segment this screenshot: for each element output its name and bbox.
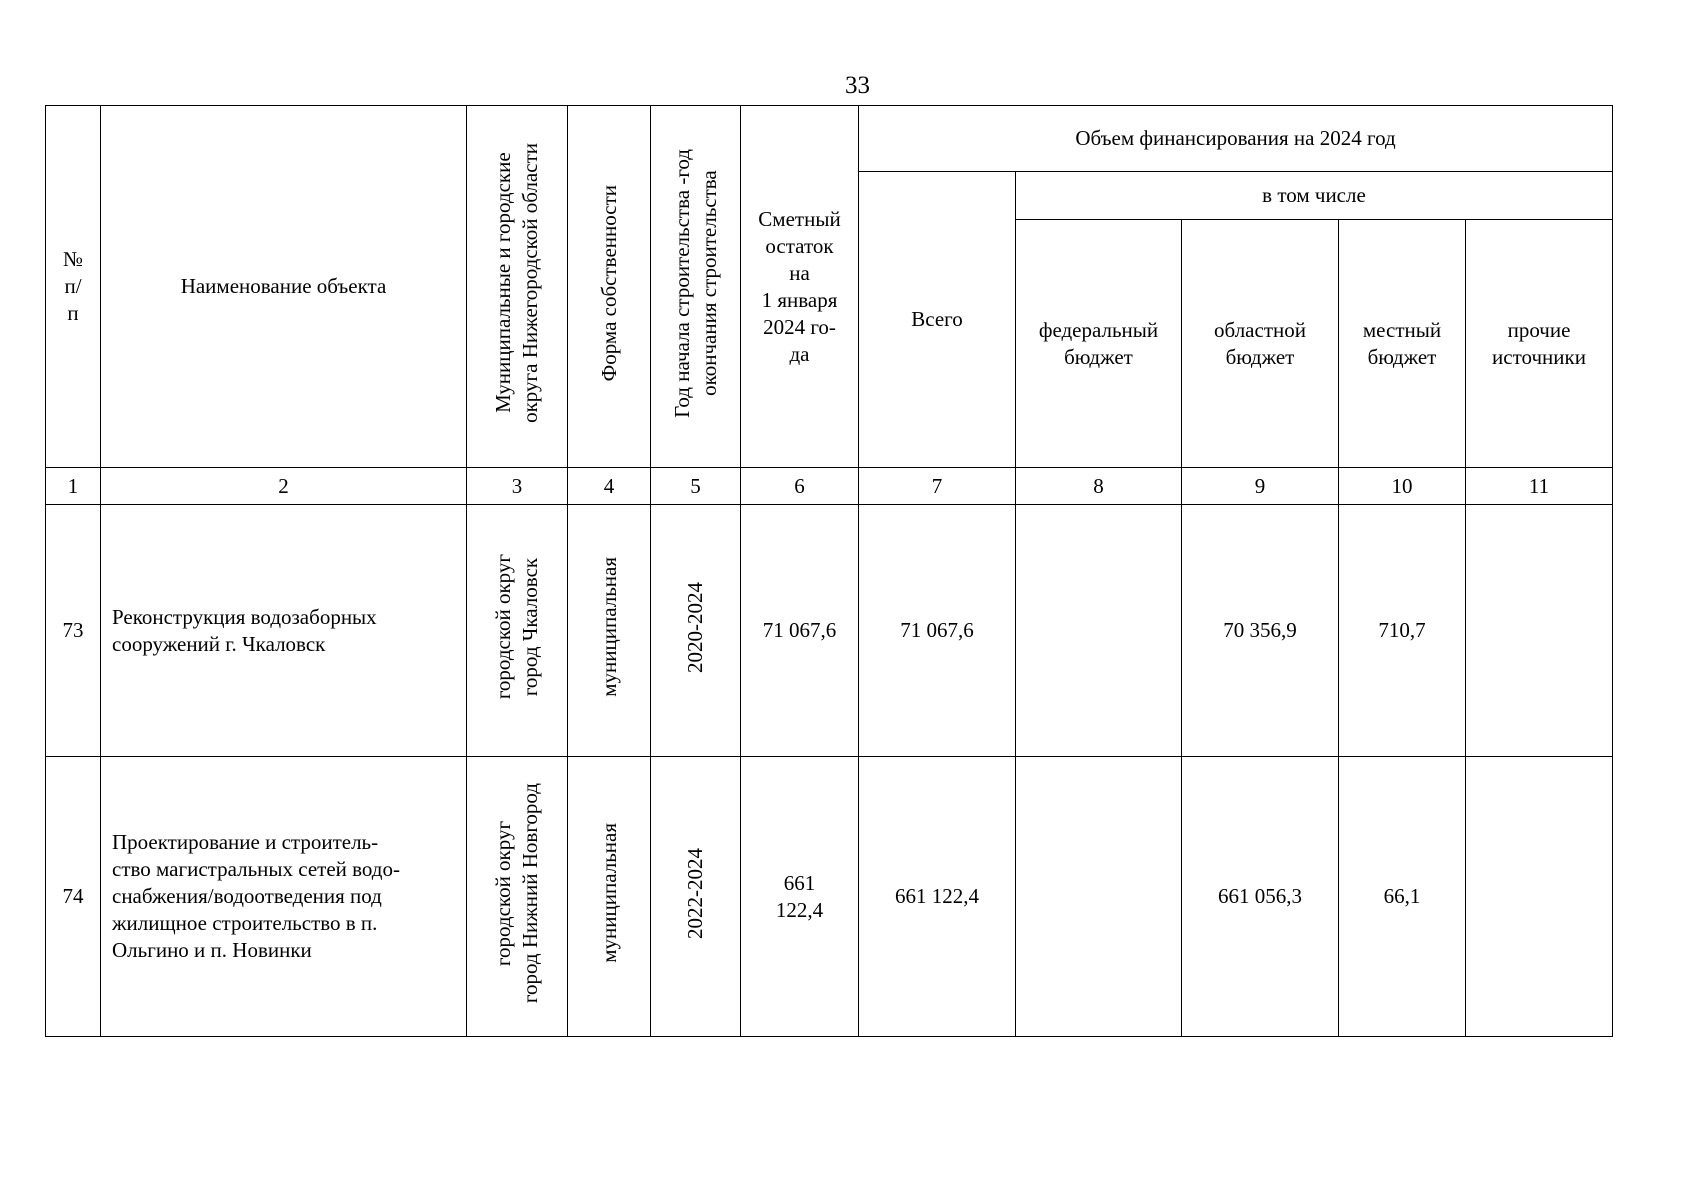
header-ownership: Форма собственности <box>568 106 651 468</box>
header-years: Год начала строительства -год окончания строительства <box>651 106 741 468</box>
header-financing: Объем финансирования на 2024 год <box>859 106 1613 172</box>
row-municipal: городской округ город Нижний Новгород <box>467 757 568 1037</box>
header-total: Всего <box>859 172 1016 468</box>
column-number: 9 <box>1182 468 1339 505</box>
row-total: 661 122,4 <box>859 757 1016 1037</box>
row-federal <box>1016 757 1182 1037</box>
header-including: в том числе <box>1016 172 1613 220</box>
row-regional: 70 356,9 <box>1182 505 1339 757</box>
column-number: 10 <box>1339 468 1466 505</box>
row-no: 74 <box>46 757 101 1037</box>
row-years: 2020-2024 <box>651 505 741 757</box>
header-remainder: Сметный остаток на 1 января 2024 го- да <box>741 106 859 468</box>
header-local: местный бюджет <box>1339 220 1466 468</box>
header-no: № п/ п <box>46 106 101 468</box>
column-number: 5 <box>651 468 741 505</box>
page-number: 33 <box>845 72 870 99</box>
header-regional: областной бюджет <box>1182 220 1339 468</box>
column-number: 3 <box>467 468 568 505</box>
column-number: 2 <box>101 468 467 505</box>
row-remainder: 661 122,4 <box>741 757 859 1037</box>
row-ownership: муниципальная <box>568 757 651 1037</box>
financing-table <box>45 105 1613 1037</box>
column-number: 8 <box>1016 468 1182 505</box>
column-number: 11 <box>1466 468 1613 505</box>
row-local: 710,7 <box>1339 505 1466 757</box>
row-municipal: городской округ город Чкаловск <box>467 505 568 757</box>
table-row <box>46 505 1613 757</box>
header-other: прочие источники <box>1466 220 1613 468</box>
row-years: 2022-2024 <box>651 757 741 1037</box>
row-other <box>1466 757 1613 1037</box>
column-number: 1 <box>46 468 101 505</box>
column-numbers-row <box>46 468 1613 505</box>
header-federal: федеральный бюджет <box>1016 220 1182 468</box>
row-local: 66,1 <box>1339 757 1466 1037</box>
row-ownership: муниципальная <box>568 505 651 757</box>
row-name: Проектирование и строитель- ство магистральных сетей водо- снабжения/водоотведения под жилищное строительство в п. Ольгино и п. Новинки <box>101 757 467 1037</box>
row-total: 71 067,6 <box>859 505 1016 757</box>
row-other <box>1466 505 1613 757</box>
table-row <box>46 757 1613 1037</box>
column-number: 7 <box>859 468 1016 505</box>
header-name: Наименование объекта <box>101 106 467 468</box>
row-remainder: 71 067,6 <box>741 505 859 757</box>
row-regional: 661 056,3 <box>1182 757 1339 1037</box>
row-no: 73 <box>46 505 101 757</box>
row-name: Реконструкция водозаборных сооружений г. Чкаловск <box>101 505 467 757</box>
row-federal <box>1016 505 1182 757</box>
column-number: 6 <box>741 468 859 505</box>
header-municipal: Муниципальные и городские округа Нижегородской области <box>467 106 568 468</box>
column-number: 4 <box>568 468 651 505</box>
